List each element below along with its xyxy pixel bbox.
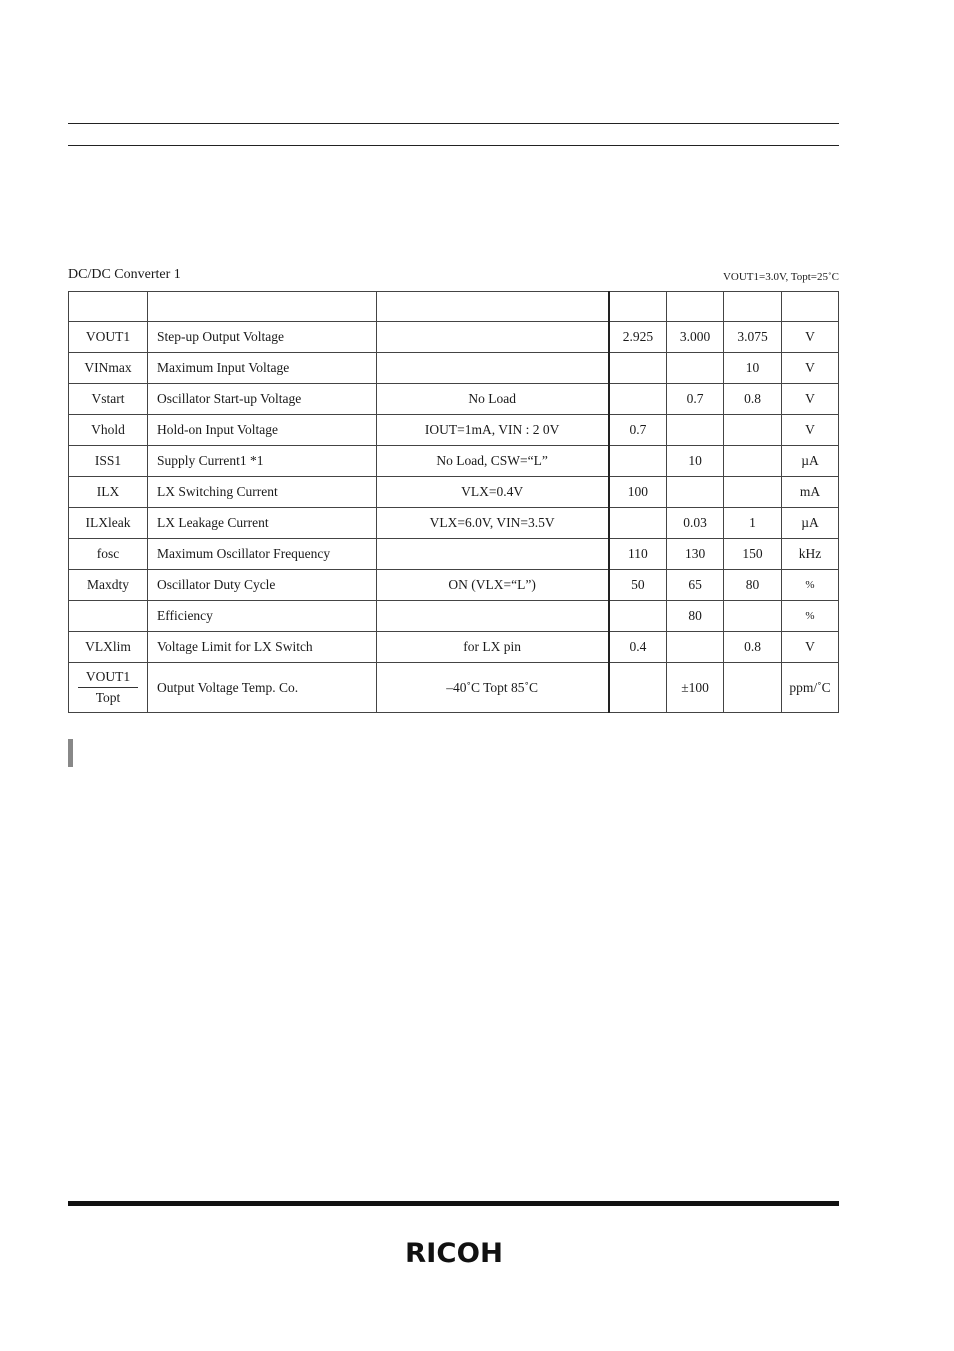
symbol-cell: [69, 601, 148, 632]
typ-cell: 0.7: [667, 384, 724, 415]
item-cell: Oscillator Start-up Voltage: [147, 384, 376, 415]
item-cell: Step-up Output Voltage: [147, 322, 376, 353]
header-cell: [724, 292, 782, 322]
item-cell: Voltage Limit for LX Switch: [147, 632, 376, 663]
max-cell: [724, 477, 782, 508]
fraction-numerator: VOUT1: [78, 669, 138, 688]
header-cell: [609, 292, 667, 322]
min-cell: 0.4: [609, 632, 667, 663]
max-cell: [724, 663, 782, 713]
header-cell: [69, 292, 148, 322]
max-cell: 1: [724, 508, 782, 539]
unit-cell: ppm/˚C: [782, 663, 839, 713]
typ-cell: [667, 632, 724, 663]
max-cell: 150: [724, 539, 782, 570]
conditions-cell: IOUT=1mA, VIN : 2 0V: [376, 415, 609, 446]
ricoh-logo: [405, 1237, 503, 1264]
symbol-cell: VINmax: [69, 353, 148, 384]
typ-cell: 65: [667, 570, 724, 601]
max-cell: 3.075: [724, 322, 782, 353]
item-cell: Output Voltage Temp. Co.: [147, 663, 376, 713]
section-marker-bar: [68, 739, 73, 767]
typ-cell: 10: [667, 446, 724, 477]
item-cell: LX Switching Current: [147, 477, 376, 508]
typ-cell: 130: [667, 539, 724, 570]
conditions-cell: [376, 601, 609, 632]
unit-cell: V: [782, 353, 839, 384]
symbol-cell: VOUT1: [69, 322, 148, 353]
header-cell: [376, 292, 609, 322]
typ-cell: 80: [667, 601, 724, 632]
symbol-cell: [69, 663, 148, 713]
typ-cell: ±100: [667, 663, 724, 713]
header-cell: [147, 292, 376, 322]
unit-cell: V: [782, 384, 839, 415]
symbol-fraction: [78, 669, 138, 706]
table-row: [69, 508, 839, 539]
conditions-cell: –40˚C Topt 85˚C: [376, 663, 609, 713]
table-row: [69, 663, 839, 713]
header-cell: [667, 292, 724, 322]
item-cell: Maximum Input Voltage: [147, 353, 376, 384]
typ-cell: [667, 415, 724, 446]
symbol-cell: ILXleak: [69, 508, 148, 539]
unit-cell: %: [782, 601, 839, 632]
table-row: [69, 353, 839, 384]
header-rule-top: [68, 123, 839, 124]
max-cell: 10: [724, 353, 782, 384]
section-title: DC/DC Converter 1: [68, 267, 181, 282]
item-cell: Maximum Oscillator Frequency: [147, 539, 376, 570]
conditions-cell: VLX=6.0V, VIN=3.5V: [376, 508, 609, 539]
logo-text: RICOH: [405, 1238, 503, 1264]
max-cell: 80: [724, 570, 782, 601]
symbol-cell: Vhold: [69, 415, 148, 446]
table-row: [69, 415, 839, 446]
min-cell: [609, 353, 667, 384]
max-cell: [724, 446, 782, 477]
symbol-cell: VLXlim: [69, 632, 148, 663]
min-cell: 2.925: [609, 322, 667, 353]
min-cell: 50: [609, 570, 667, 601]
min-cell: [609, 384, 667, 415]
table-row: [69, 632, 839, 663]
min-cell: 110: [609, 539, 667, 570]
max-cell: 0.8: [724, 632, 782, 663]
typ-cell: [667, 477, 724, 508]
item-cell: Oscillator Duty Cycle: [147, 570, 376, 601]
table-row: [69, 384, 839, 415]
table-row: [69, 570, 839, 601]
min-cell: [609, 446, 667, 477]
symbol-cell: fosc: [69, 539, 148, 570]
table-row: [69, 446, 839, 477]
conditions-cell: [376, 322, 609, 353]
test-conditions: VOUT1=3.0V, Topt=25˚C: [722, 271, 839, 283]
header-rule-bottom: [68, 145, 839, 146]
item-cell: Hold-on Input Voltage: [147, 415, 376, 446]
item-cell: Supply Current1 *1: [147, 446, 376, 477]
conditions-cell: [376, 539, 609, 570]
min-cell: 0.7: [609, 415, 667, 446]
unit-cell: V: [782, 632, 839, 663]
unit-cell: %: [782, 570, 839, 601]
symbol-cell: Maxdty: [69, 570, 148, 601]
footer-rule: [68, 1201, 839, 1206]
typ-cell: 0.03: [667, 508, 724, 539]
fraction-denominator: Topt: [95, 690, 121, 705]
conditions-cell: ON (VLX=“L”): [376, 570, 609, 601]
table-row: [69, 322, 839, 353]
header-cell: [782, 292, 839, 322]
unit-cell: kHz: [782, 539, 839, 570]
min-cell: [609, 663, 667, 713]
min-cell: [609, 508, 667, 539]
unit-cell: mA: [782, 477, 839, 508]
max-cell: [724, 415, 782, 446]
conditions-cell: [376, 353, 609, 384]
typ-cell: [667, 353, 724, 384]
conditions-cell: VLX=0.4V: [376, 477, 609, 508]
unit-cell: V: [782, 322, 839, 353]
symbol-cell: ISS1: [69, 446, 148, 477]
min-cell: [609, 601, 667, 632]
table-header-row: [69, 292, 839, 322]
max-cell: [724, 601, 782, 632]
min-cell: 100: [609, 477, 667, 508]
electrical-characteristics-table: [68, 291, 839, 713]
symbol-cell: ILX: [69, 477, 148, 508]
conditions-cell: for LX pin: [376, 632, 609, 663]
unit-cell: µA: [782, 508, 839, 539]
item-cell: LX Leakage Current: [147, 508, 376, 539]
table-row: [69, 477, 839, 508]
conditions-cell: No Load: [376, 384, 609, 415]
max-cell: 0.8: [724, 384, 782, 415]
table-row: [69, 539, 839, 570]
conditions-cell: No Load, CSW=“L”: [376, 446, 609, 477]
table-row: [69, 601, 839, 632]
unit-cell: V: [782, 415, 839, 446]
item-cell: Efficiency: [147, 601, 376, 632]
symbol-cell: Vstart: [69, 384, 148, 415]
unit-cell: µA: [782, 446, 839, 477]
typ-cell: 3.000: [667, 322, 724, 353]
